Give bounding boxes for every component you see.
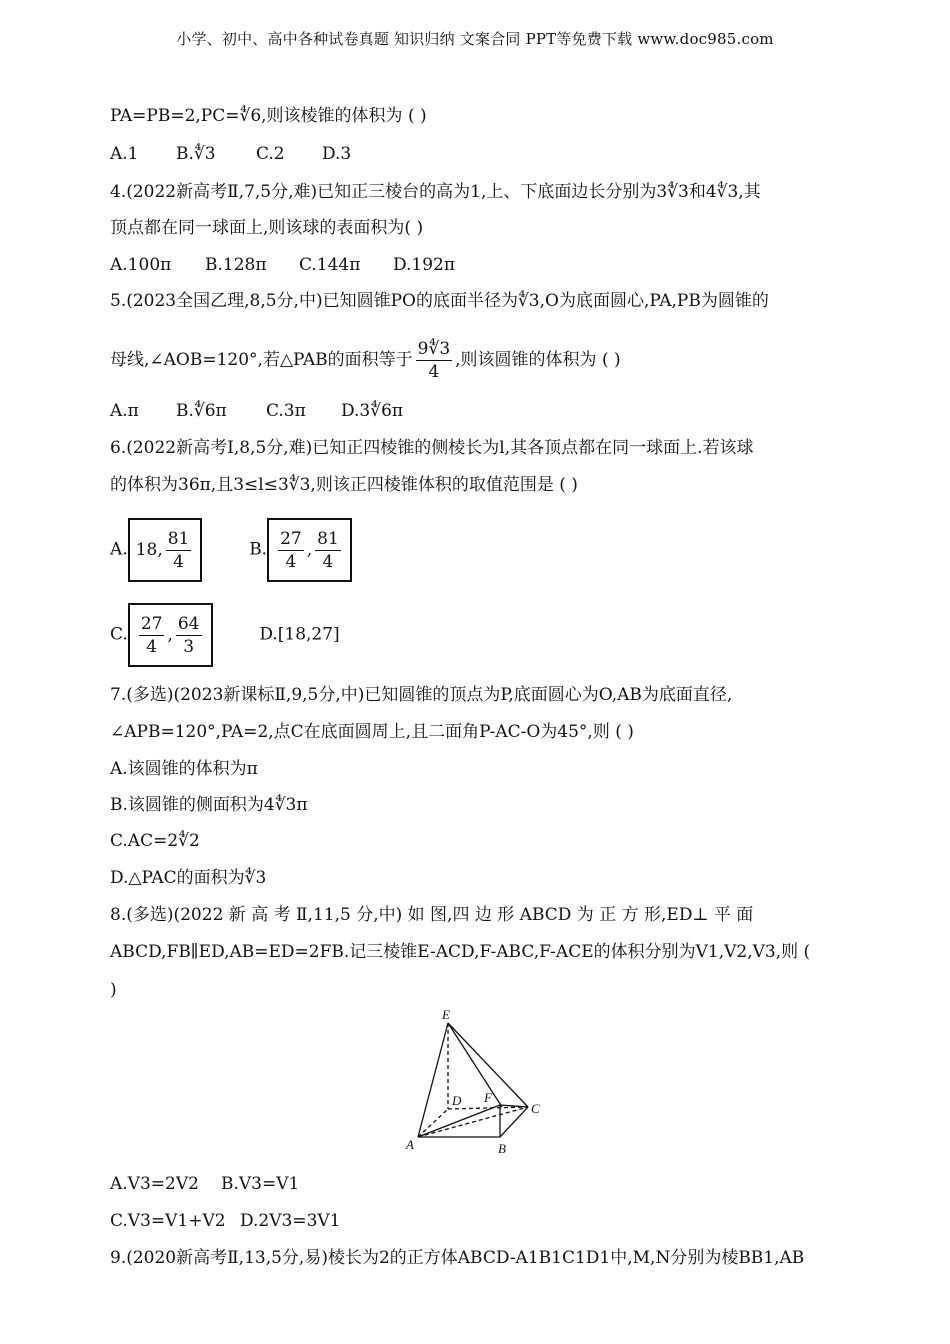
q6-b-den-1: 4 [285, 552, 297, 572]
q6-c-fraction-2 [176, 613, 202, 658]
q5-option-b: B.∜6π [176, 401, 227, 421]
label-b: B [498, 1141, 506, 1155]
q8-option-b: B.V3=V1 [221, 1174, 300, 1194]
q5-frac-den: 4 [428, 362, 440, 382]
edge-ea [418, 1023, 448, 1137]
label-c: C [531, 1101, 540, 1116]
q5-options [110, 399, 403, 423]
q7-line-2: ∠APB=120°,PA=2,点C在底面圆周上,且二面角P-AC-O为45°,则 ( ) [110, 722, 634, 742]
q7-line-1: 7.(多选)(2023新课标Ⅱ,9,5分,中)已知圆锥的顶点为P,底面圆心为O,AB为底面直径, [110, 685, 733, 705]
q8-option-a: A.V3=2V2 [110, 1174, 199, 1194]
q6-c-den-1: 4 [146, 637, 158, 657]
q3-option-a: A.1 [110, 144, 139, 164]
label-f: F [484, 1090, 492, 1105]
q5-line-2 [110, 336, 621, 384]
q6-c-num-1: 27 [140, 614, 163, 634]
page-header: 小学、初中、高中各种试卷真题 知识归纳 文案合同 PPT等免费下载 www.doc985.com [176, 30, 774, 48]
q6-option-a-interval: 18, $\frac{81}{4}$ [128, 518, 203, 582]
q8-line-3: ) [110, 980, 117, 1000]
q4-option-b: B.128π [205, 255, 267, 275]
q6-option-a-label: A. [110, 539, 128, 560]
q6-options-cd [110, 603, 340, 667]
q6-line-2: 的体积为36π,且3≤l≤3∜3,则该正四棱锥体积的取值范围是 ( ) [110, 475, 578, 495]
q8-options-cd [110, 1209, 341, 1233]
label-d: D [452, 1093, 462, 1108]
q6-b-fraction-1 [278, 528, 304, 573]
q4-option-a: A.100π [110, 255, 172, 275]
q6-line-1: 6.(2022新高考Ⅰ,8,5分,难)已知正四棱锥的侧棱长为l,其各顶点都在同一球面上.若该球 [110, 438, 754, 458]
q6-option-c-interval: $\frac{27}{4}$ , $\frac{64}{3}$ [128, 603, 213, 667]
q6-a-den: 4 [173, 552, 184, 572]
q5-line-2-pre: 母线,∠AOB=120°,若△PAB的面积等于 [110, 350, 413, 370]
q6-b-fraction-2 [315, 528, 341, 573]
edge-af [418, 1105, 500, 1137]
q5-option-c: C.3π [266, 401, 306, 421]
q6-option-c-label: C. [110, 624, 128, 645]
q6-a-num: 81 [167, 529, 190, 549]
q7-option-c: C.AC=2∜2 [110, 831, 200, 851]
q7-option-a: A.该圆锥的体积为π [110, 759, 258, 779]
q8-option-c: C.V3=V1+V2 [110, 1211, 226, 1231]
label-e: E [442, 1007, 450, 1022]
q7-option-d: D.△PAC的面积为∜3 [110, 868, 267, 888]
q4-option-d: D.192π [393, 255, 456, 275]
q3-option-d: D.3 [322, 144, 352, 164]
q6-c-fraction-1 [139, 613, 165, 658]
q6-c-num-2: 64 [177, 614, 200, 634]
q7-option-b: B.该圆锥的侧面积为4∜3π [110, 795, 308, 815]
q4-options [110, 253, 455, 277]
q6-option-d: D.[18,27] [259, 624, 340, 645]
q9-line-1: 9.(2020新高考Ⅱ,13,5分,易)棱长为2的正方体ABCD-A1B1C1D1中,M,N分别为棱BB1,AB [110, 1248, 805, 1268]
q3-tail: PA=PB=2,PC=∜6,则该棱锥的体积为 ( ) [110, 106, 427, 126]
q3-option-b: B.∜3 [176, 144, 216, 164]
q5-option-d: D.3∜6π [341, 401, 404, 421]
q3-options [110, 142, 351, 166]
q8-options-ab [110, 1172, 299, 1196]
q5-line-1: 5.(2023全国乙理,8,5分,中)已知圆锥PO的底面半径为∜3,O为底面圆心,PA,PB为圆锥的 [110, 291, 769, 311]
q6-option-b-interval: $\frac{27}{4}$ , $\frac{81}{4}$ [267, 518, 352, 582]
q5-option-a: A.π [110, 401, 139, 421]
q6-a-left: 18 [135, 540, 158, 560]
label-a: A [406, 1137, 414, 1152]
q3-option-c: C.2 [256, 144, 285, 164]
q8-line-2: ABCD,FB∥ED,AB=ED=2FB.记三棱锥E-ACD,F-ABC,F-ACE的体积分别为V1,V2,V3,则 ( [110, 942, 811, 962]
q8-line-1: 8.(多选)(2022 新 高 考 Ⅱ,11,5 分,中) 如 图,四 边 形 ABCD 为 正 方 形,ED⊥ 平 面 [110, 905, 754, 925]
q6-b-num-2: 81 [317, 529, 339, 549]
q8-option-d: D.2V3=3V1 [240, 1211, 341, 1231]
q6-option-b-label: B. [249, 539, 268, 560]
edge-bc [500, 1107, 528, 1137]
q6-c-den-2: 3 [183, 637, 195, 657]
q6-a-fraction [166, 528, 192, 573]
q6-b-num-1: 27 [280, 529, 302, 549]
q6-options-ab [110, 518, 352, 582]
q5-fraction [416, 338, 452, 383]
q5-frac-num: 9∜3 [417, 339, 451, 359]
q4-line-1: 4.(2022新高考Ⅱ,7,5分,难)已知正三棱台的高为1,上、下底面边长分别为3∜3和4∜3,其 [110, 182, 761, 202]
q5-line-2-post: ,则该圆锥的体积为 ( ) [455, 350, 621, 370]
q6-b-den-2: 4 [322, 552, 334, 572]
q4-line-2: 顶点都在同一球面上,则该球的表面积为( ) [110, 218, 424, 238]
pyramid-figure [400, 1005, 560, 1155]
q4-option-c: C.144π [299, 255, 361, 275]
